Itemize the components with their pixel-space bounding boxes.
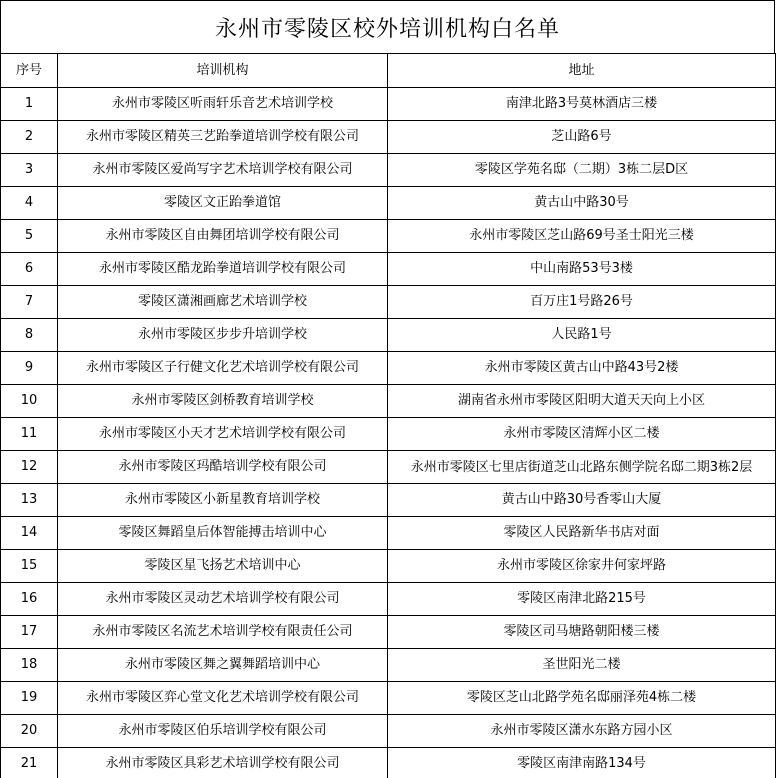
cell-index: 7 [1, 286, 58, 319]
cell-institution: 永州市零陵区伯乐培训学校有限公司 [58, 715, 388, 748]
cell-address: 永州市零陵区黄古山中路43号2楼 [388, 352, 776, 385]
cell-index: 14 [1, 517, 58, 550]
cell-address: 永州市零陵区潇水东路方园小区 [388, 715, 776, 748]
cell-address: 永州市零陵区七里店街道芝山北路东侧学院名邸二期3栋2层 [388, 451, 776, 484]
table-row [1, 220, 776, 253]
cell-address: 零陵区学苑名邸（二期）3栋二层D区 [388, 154, 776, 187]
header-index: 序号 [1, 54, 58, 88]
table-row [1, 418, 776, 451]
table-row [1, 88, 776, 121]
cell-index: 10 [1, 385, 58, 418]
table-row [1, 451, 776, 484]
cell-institution: 永州市零陵区小新星教育培训学校 [58, 484, 388, 517]
cell-index: 21 [1, 748, 58, 778]
table-row [1, 121, 776, 154]
table-row [1, 352, 776, 385]
cell-index: 8 [1, 319, 58, 352]
table-row [1, 253, 776, 286]
cell-address: 芝山路6号 [388, 121, 776, 154]
cell-index: 17 [1, 616, 58, 649]
cell-index: 9 [1, 352, 58, 385]
cell-index: 2 [1, 121, 58, 154]
table-row [1, 616, 776, 649]
cell-index: 18 [1, 649, 58, 682]
cell-index: 15 [1, 550, 58, 583]
table-row [1, 583, 776, 616]
cell-institution: 永州市零陵区步步升培训学校 [58, 319, 388, 352]
cell-institution: 永州市零陵区舞之翼舞蹈培训中心 [58, 649, 388, 682]
cell-index: 4 [1, 187, 58, 220]
cell-institution: 零陵区潇湘画廊艺术培训学校 [58, 286, 388, 319]
table-row [1, 649, 776, 682]
table-row [1, 715, 776, 748]
cell-address: 零陵区司马塘路朝阳楼三楼 [388, 616, 776, 649]
cell-index: 6 [1, 253, 58, 286]
cell-address: 人民路1号 [388, 319, 776, 352]
cell-address: 黄古山中路30号香零山大厦 [388, 484, 776, 517]
cell-institution: 零陵区星飞扬艺术培训中心 [58, 550, 388, 583]
cell-address: 圣世阳光二楼 [388, 649, 776, 682]
cell-institution: 永州市零陵区弈心堂文化艺术培训学校有限公司 [58, 682, 388, 715]
table-row [1, 517, 776, 550]
table-row [1, 385, 776, 418]
cell-address: 零陵区人民路新华书店对面 [388, 517, 776, 550]
cell-address: 百万庄1号路26号 [388, 286, 776, 319]
cell-institution: 零陵区文正跆拳道馆 [58, 187, 388, 220]
cell-index: 3 [1, 154, 58, 187]
cell-institution: 永州市零陵区剑桥教育培训学校 [58, 385, 388, 418]
table-row [1, 154, 776, 187]
table-row [1, 319, 776, 352]
cell-institution: 永州市零陵区小天才艺术培训学校有限公司 [58, 418, 388, 451]
cell-index: 16 [1, 583, 58, 616]
table-header-row [1, 54, 776, 88]
cell-index: 13 [1, 484, 58, 517]
cell-institution: 永州市零陵区灵动艺术培训学校有限公司 [58, 583, 388, 616]
cell-address: 湖南省永州市零陵区阳明大道天天向上小区 [388, 385, 776, 418]
table-row [1, 682, 776, 715]
header-institution: 培训机构 [58, 54, 388, 88]
table-row [1, 484, 776, 517]
table-row [1, 286, 776, 319]
cell-institution: 永州市零陵区酷龙跆拳道培训学校有限公司 [58, 253, 388, 286]
cell-institution: 永州市零陵区名流艺术培训学校有限责任公司 [58, 616, 388, 649]
cell-address: 永州市零陵区清辉小区二楼 [388, 418, 776, 451]
cell-address: 南津北路3号莫林酒店三楼 [388, 88, 776, 121]
cell-index: 5 [1, 220, 58, 253]
cell-institution: 永州市零陵区自由舞团培训学校有限公司 [58, 220, 388, 253]
cell-institution: 永州市零陵区爱尚写字艺术培训学校有限公司 [58, 154, 388, 187]
cell-index: 12 [1, 451, 58, 484]
cell-address: 零陵区芝山北路学苑名邸丽泽苑4栋二楼 [388, 682, 776, 715]
table-row [1, 748, 776, 778]
table-row [1, 187, 776, 220]
whitelist-table [0, 53, 776, 778]
cell-institution: 永州市零陵区精英三艺跆拳道培训学校有限公司 [58, 121, 388, 154]
cell-institution: 永州市零陵区听雨轩乐音艺术培训学校 [58, 88, 388, 121]
table-row [1, 550, 776, 583]
header-address: 地址 [388, 54, 776, 88]
cell-address: 黄古山中路30号 [388, 187, 776, 220]
cell-institution: 永州市零陵区子行健文化艺术培训学校有限公司 [58, 352, 388, 385]
page-title: 永州市零陵区校外培训机构白名单 [0, 0, 775, 53]
cell-index: 1 [1, 88, 58, 121]
cell-institution: 永州市零陵区具彩艺术培训学校有限公司 [58, 748, 388, 778]
cell-address: 永州市零陵区徐家井何家坪路 [388, 550, 776, 583]
cell-address: 永州市零陵区芝山路69号圣士阳光三楼 [388, 220, 776, 253]
cell-address: 零陵区南津北路215号 [388, 583, 776, 616]
cell-address: 中山南路53号3楼 [388, 253, 776, 286]
cell-institution: 零陵区舞蹈皇后体智能搏击培训中心 [58, 517, 388, 550]
cell-index: 20 [1, 715, 58, 748]
cell-index: 11 [1, 418, 58, 451]
cell-institution: 永州市零陵区玛酷培训学校有限公司 [58, 451, 388, 484]
cell-address: 零陵区南津南路134号 [388, 748, 776, 778]
cell-index: 19 [1, 682, 58, 715]
